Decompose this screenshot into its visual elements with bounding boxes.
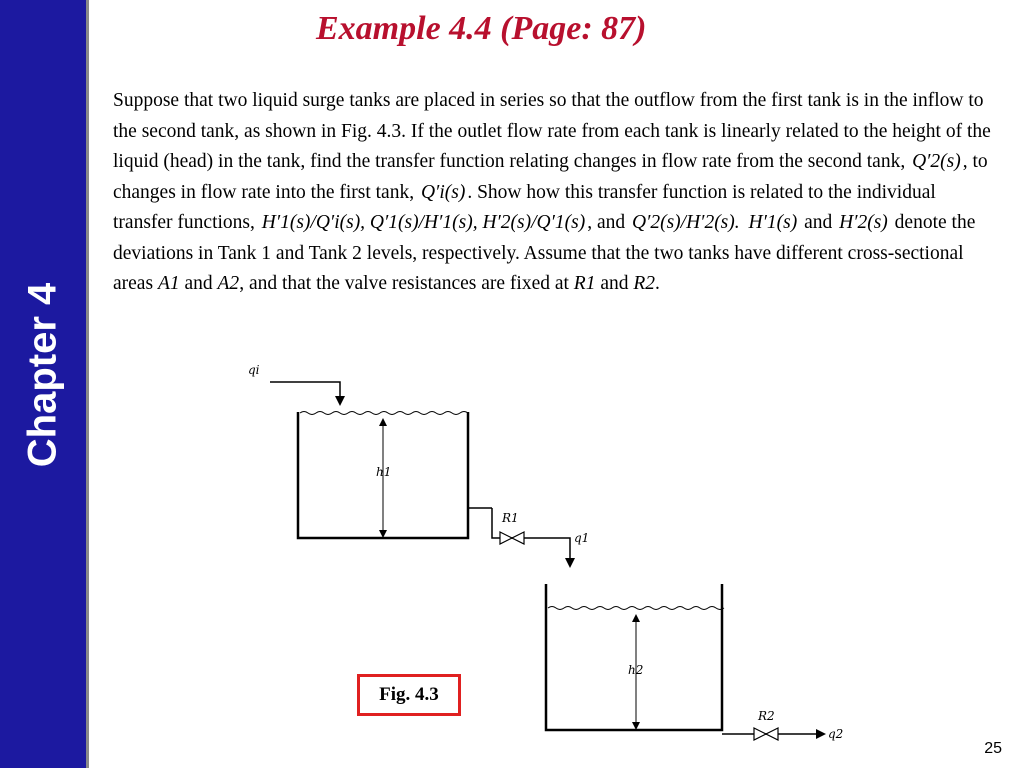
equation-q2: Q′2(s) [912,151,961,172]
text-segment: Suppose that two liquid surge tanks are placed in series so that the outflow from the first tank is in the inflow to the second tank, as shown in Fig. 4.3. If the outlet flow rate from each tank is linearly related to the height of the liquid (head) in the tank, find the transfer function relating changes in flow rate from the second tank, [113,90,991,172]
text-segment: . [655,273,660,294]
valve-r1-left [500,532,512,544]
text-segment: and [600,273,629,294]
q2-arrow [816,729,826,739]
inlet-arrow [335,396,345,406]
sidebar-divider [86,0,89,768]
slide-title: Example 4.4 (Page: 87) [316,10,647,47]
label-q1: q1 [574,531,590,545]
h2-arrow-up [632,614,640,622]
q1-arrow [565,558,575,568]
resistance-r1: R1 [573,273,596,294]
problem-statement [113,86,993,300]
valve-r1-right [512,532,524,544]
area-a1: A1 [157,273,180,294]
valve-r2-left [754,728,766,740]
page-number: 25 [984,740,1002,757]
tank-2 [546,584,722,730]
valve-r2-right [766,728,778,740]
equation-qi: Q′i(s) [420,181,466,203]
label-r2: R2 [758,709,775,723]
label-q2: q2 [828,727,844,741]
h1-arrow-up [379,418,387,426]
tank-2-liquid-surface [548,607,724,610]
tank-1-liquid-surface [300,412,468,415]
label-qi: qi [248,363,260,377]
text-segment: and [184,273,213,294]
tank-diagram [240,360,880,750]
chapter-label: Chapter 4 [20,282,65,468]
label-r1: R1 [502,511,519,525]
text-segment: . Show how this transfer function is related to the individual transfer functions, [113,181,936,233]
text-segment: and [804,212,833,233]
text-segment: , and that the valve resistances are fixed at [239,273,569,294]
area-a2: A2 [217,273,240,294]
label-h1: h1 [376,465,392,479]
text-segment: , and [587,212,626,233]
equation-h2: H′2(s) [839,212,888,233]
figure-caption: Fig. 4.3 [357,674,461,716]
inlet-pipe [270,382,340,400]
label-h2: h2 [628,663,644,677]
equation-transfer-functions: H′1(s)/Q′i(s), Q′1(s)/H′1(s), H′2(s)/Q′1(s) [261,212,586,233]
equation-q2-h2: Q′2(s)/H′2(s). [632,212,740,233]
equation-h1: H′1(s) [748,212,798,233]
resistance-r2: R2 [633,273,656,294]
text-segment: , to changes in flow rate into the first tank, [113,151,988,203]
text-segment: denote the deviations in Tank 1 and Tank 2 levels, respectively. Assume that the two tanks have different cross-sectional areas [113,212,976,294]
